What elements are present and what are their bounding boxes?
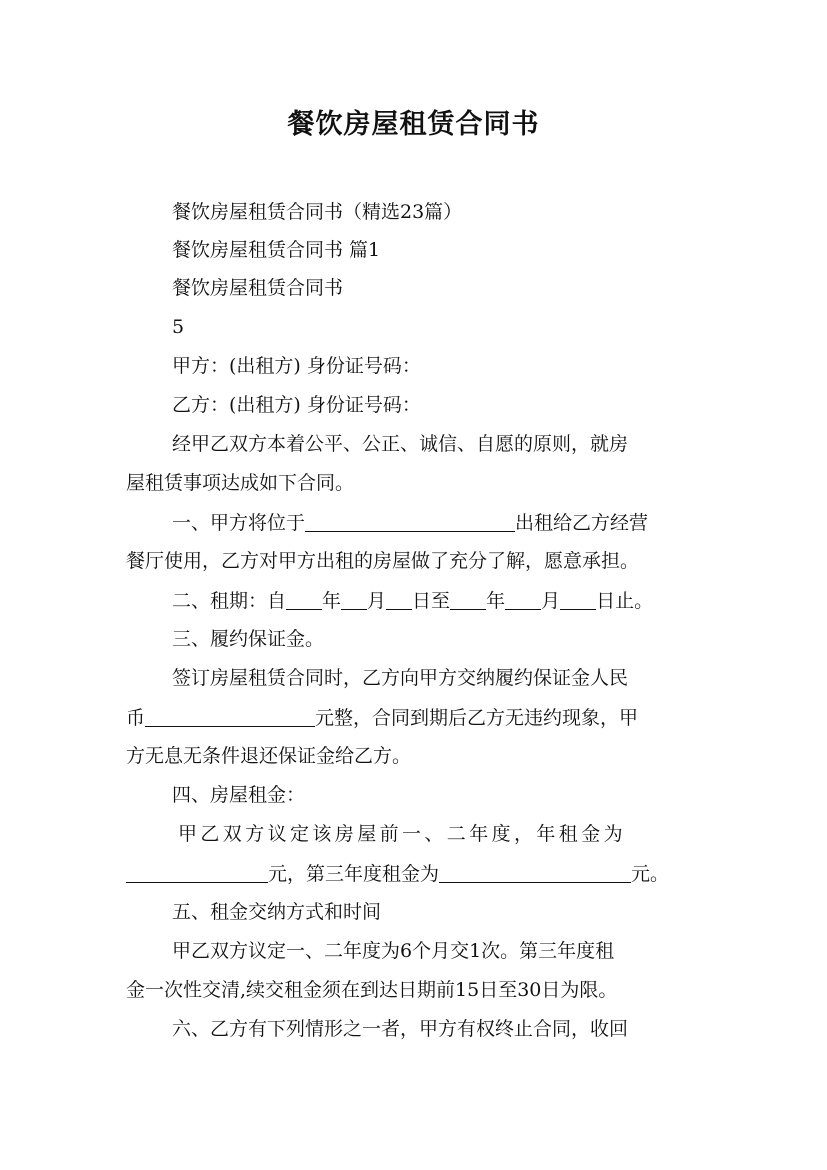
clause-5-line-1: 甲乙双方议定一、二年度为6个月交1次。第三年度租 <box>172 940 615 962</box>
party-b-line: 乙方：(出租方) 身份证号码： <box>172 394 421 416</box>
intro-line-2: 屋租赁事项达成如下合同。 <box>126 472 355 494</box>
clause-6-line-1: 六、乙方有下列情形之一者，甲方有权终止合同，收回 <box>172 1018 629 1040</box>
clause-4-heading: 四、房屋租金： <box>172 784 306 806</box>
end-month-blank <box>505 591 541 610</box>
clause-1-line-2: 餐厅使用，乙方对甲方出租的房屋做了充分了解，愿意承担。 <box>126 550 640 572</box>
party-a-line: 甲方：(出租方) 身份证号码： <box>172 355 421 377</box>
deposit-amount-blank <box>145 708 315 727</box>
day-label-2: 日止。 <box>596 590 654 612</box>
clause-2-line <box>172 591 653 611</box>
year-label-2: 年 <box>486 590 506 612</box>
rent-amount-blank-1 <box>126 864 268 883</box>
clause-3-text-b: 元整，合同到期后乙方无违约现象，甲 <box>315 707 639 729</box>
clause-3-heading: 三、履约保证金。 <box>172 628 325 650</box>
location-blank <box>305 513 515 532</box>
rent-amount-blank-2 <box>439 864 631 883</box>
clause-4-text-a: 元，第三年度租金为 <box>268 863 440 885</box>
day-label-1: 日至 <box>412 590 451 612</box>
start-year-blank <box>286 591 322 610</box>
subtitle: 餐饮房屋租赁合同书（精选23篇） <box>172 201 463 223</box>
clause-1-text-a: 一、甲方将位于 <box>172 512 306 534</box>
month-label-1: 月 <box>367 590 387 612</box>
document-title: 餐饮房屋租赁合同书 <box>287 109 540 140</box>
year-label-1: 年 <box>322 590 342 612</box>
clause-5-heading: 五、租金交纳方式和时间 <box>172 901 382 923</box>
clause-3-text-a: 币 <box>126 707 146 729</box>
clause-3-line-1: 签订房屋租赁合同时，乙方向甲方交纳履约保证金人民 <box>172 667 629 689</box>
clause-1-line-1 <box>172 513 648 533</box>
clause-3-line-2 <box>126 708 638 728</box>
end-day-blank <box>560 591 596 610</box>
month-label-2: 月 <box>541 590 561 612</box>
start-month-blank <box>341 591 367 610</box>
page-number-text: 5 <box>172 316 185 338</box>
clause-4-line-1: 甲乙双方议定该房屋前一、二年度，年租金为 <box>178 823 627 845</box>
end-year-blank <box>450 591 486 610</box>
clause-5-line-2: 金一次性交清,续交租金须在到达日期前15日至30日为限。 <box>126 979 618 1001</box>
intro-line-1: 经甲乙双方本着公平、公正、诚信、自愿的原则，就房 <box>172 433 629 455</box>
clause-4-line-2 <box>126 864 669 884</box>
clause-3-line-3: 方无息无条件退还保证金给乙方。 <box>126 745 412 767</box>
piece-title: 餐饮房屋租赁合同书 <box>172 277 344 299</box>
clause-1-text-b: 出租给乙方经营 <box>515 512 649 534</box>
clause-4-text-b: 元。 <box>631 863 670 885</box>
start-day-blank <box>386 591 412 610</box>
clause-2-text: 二、租期：自 <box>172 590 287 612</box>
piece-heading: 餐饮房屋租赁合同书 篇1 <box>172 239 381 261</box>
